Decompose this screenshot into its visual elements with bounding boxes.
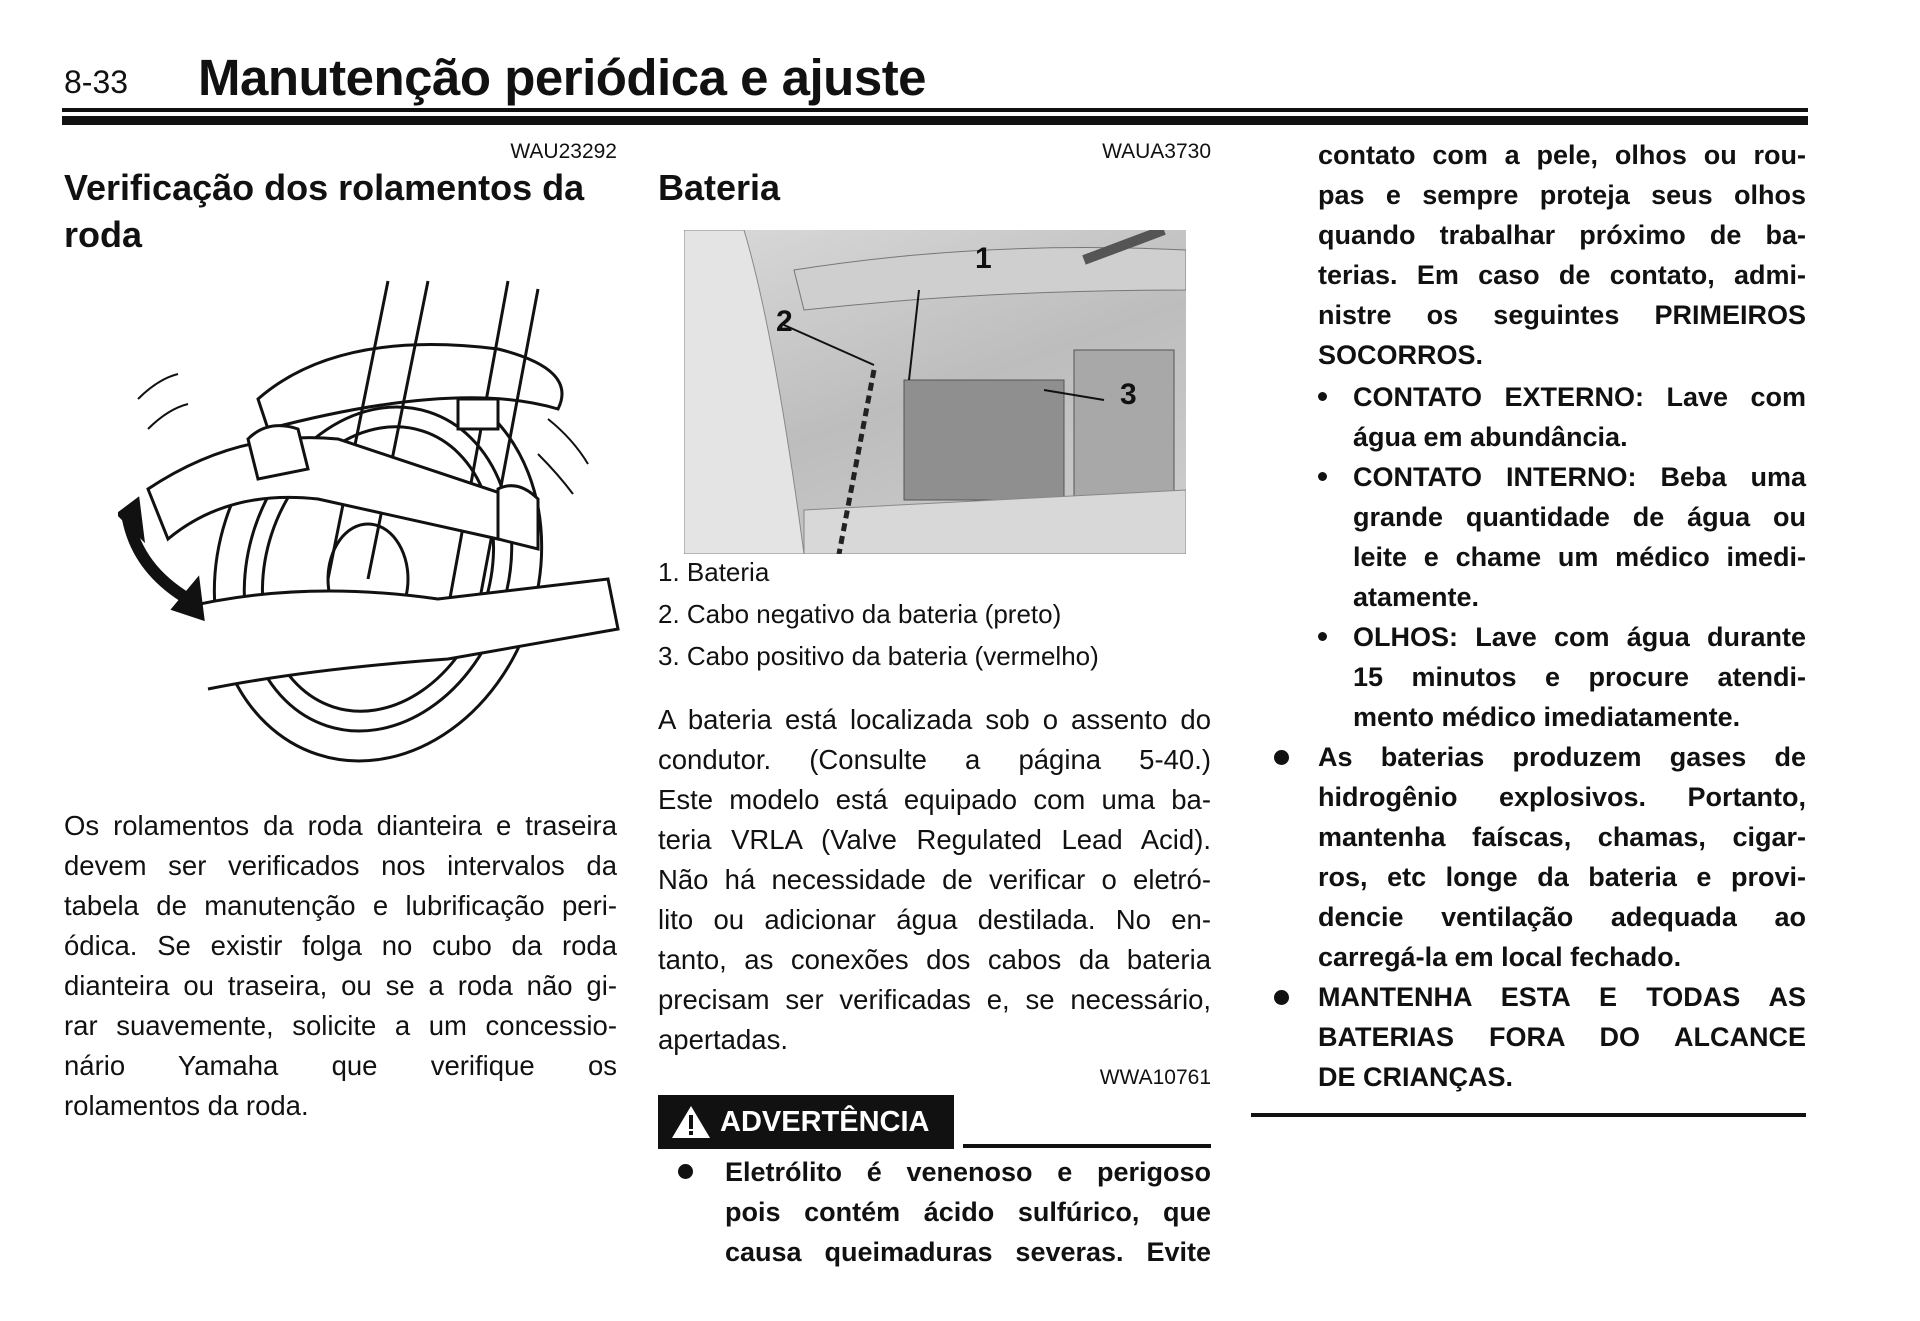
page-title: Manutenção periódica e ajuste [198, 49, 927, 106]
callout-1: 1 [975, 242, 992, 275]
battery-paragraph [658, 700, 1211, 1060]
page-number: 8-33 [64, 64, 129, 100]
warning-triangle-icon [670, 1104, 712, 1140]
text-line: ódica. Se existir folga no cubo da roda [64, 930, 617, 961]
text-line: CONTATO EXTERNO: Lave com [1353, 382, 1806, 412]
text-line: Este modelo está equipado com uma ba- [658, 784, 1211, 815]
bullet-icon [678, 1164, 693, 1179]
text-line: carregá-la em local fechado. [1318, 942, 1682, 972]
sub-bullet-icon [1318, 392, 1327, 401]
text-line: água em abundância. [1353, 422, 1628, 452]
text-line: apertadas. [658, 1024, 788, 1055]
caption: 3. Cabo positivo da bateria (vermelho) [658, 641, 1099, 671]
first-aid-external [1353, 377, 1806, 457]
keep-away-children-warning [1318, 977, 1806, 1097]
hydrogen-gas-warning [1318, 737, 1806, 977]
text-line: teria VRLA (Valve Regulated Lead Acid). [658, 824, 1211, 855]
text-line: atamente. [1353, 582, 1480, 612]
text-line: tabela de manutenção e lubrificação peri- [64, 890, 617, 921]
text-line: terias. Em caso de contato, admi- [1318, 260, 1806, 290]
text-line: Não há necessidade de verificar o eletró- [658, 864, 1211, 895]
section-code: WAU23292 [510, 140, 617, 163]
text-line: rar suavemente, solicite a um concessio- [64, 1010, 617, 1041]
callout-3: 3 [1120, 378, 1137, 411]
text-line: precisam ser verificadas e, se necessário, [658, 984, 1211, 1015]
text-line: contato com a pele, olhos ou rou- [1318, 140, 1806, 170]
text-line: grande quantidade de água ou [1353, 502, 1806, 532]
caption: 2. Cabo negativo da bateria (preto) [658, 599, 1062, 629]
warning-rule [963, 1144, 1211, 1148]
text-line: Os rolamentos da roda dianteira e traseira [64, 810, 617, 841]
first-aid-eyes [1353, 617, 1806, 737]
text-line: dianteira ou traseira, ou se a roda não gi- [64, 970, 617, 1001]
text-line: SOCORROS. [1318, 340, 1484, 370]
battery-photo [684, 230, 1186, 554]
warning-bullet-text [725, 1152, 1211, 1272]
warning-end-rule [1251, 1113, 1806, 1117]
text-line: quando trabalhar próximo de ba- [1318, 220, 1806, 250]
text-line: 15 minutos e procure atendi- [1353, 662, 1806, 692]
text-line: devem ser verificados nos intervalos da [64, 850, 617, 881]
text-line: condutor. (Consulte a página 5-40.) [658, 744, 1211, 775]
bullet-icon [1274, 990, 1289, 1005]
section-heading-wheel-bearings [64, 164, 584, 258]
text-line: causa queimaduras severas. Evite [725, 1237, 1211, 1267]
text-line: dencie ventilação adequada ao [1318, 902, 1806, 932]
text-line: nistre os seguintes PRIMEIROS [1318, 300, 1806, 330]
text-line: ros, etc longe da bateria e provi- [1318, 862, 1806, 892]
text-line: nário Yamaha que verifique os [64, 1050, 617, 1081]
text-line: MANTENHA ESTA E TODAS AS [1318, 982, 1806, 1012]
header-rule-thick [62, 116, 1808, 125]
warning-code: WWA10761 [1099, 1066, 1211, 1089]
photo-captions [658, 551, 1099, 677]
text-line: As baterias produzem gases de [1318, 742, 1806, 772]
text-line: hidrogênio explosivos. Portanto, [1318, 782, 1806, 812]
text-line: mantenha faíscas, chamas, cigar- [1318, 822, 1806, 852]
text-line: mento médico imediatamente. [1353, 702, 1741, 732]
callout-2: 2 [776, 305, 793, 338]
text-line: DE CRIANÇAS. [1318, 1062, 1514, 1092]
wheel-bearing-illustration [118, 279, 620, 769]
warning-label [658, 1095, 954, 1149]
text-line: Eletrólito é venenoso e perigoso [725, 1157, 1211, 1187]
text-line: OLHOS: Lave com água durante [1353, 622, 1806, 652]
wheel-bearings-paragraph [64, 806, 617, 1126]
heading-line: Verificação dos rolamentos da [64, 167, 585, 208]
section-heading-battery: Bateria [658, 167, 781, 208]
sub-bullet-icon [1318, 472, 1327, 481]
caption: 1. Bateria [658, 557, 770, 587]
text-line: A bateria está localizada sob o assento do [658, 704, 1211, 735]
header-rule-thin [62, 108, 1808, 112]
sub-bullet-icon [1318, 632, 1327, 641]
section-code: WAUA3730 [1102, 140, 1211, 163]
warning-label-text: ADVERTÊNCIA [720, 1105, 930, 1138]
heading-line: roda [64, 214, 143, 255]
bullet-icon [1274, 750, 1289, 765]
text-line: pas e sempre proteja seus olhos [1318, 180, 1806, 210]
text-line: pois contém ácido sulfúrico, que [725, 1197, 1211, 1227]
text-line: lito ou adicionar água destilada. No en- [658, 904, 1211, 935]
warning-continuation [1318, 135, 1806, 375]
first-aid-internal [1353, 457, 1806, 617]
text-line: rolamentos da roda. [64, 1090, 309, 1121]
text-line: leite e chame um médico imedi- [1353, 542, 1806, 572]
text-line: CONTATO INTERNO: Beba uma [1353, 462, 1806, 492]
text-line: BATERIAS FORA DO ALCANCE [1318, 1022, 1806, 1052]
text-line: tanto, as conexões dos cabos da bateria [658, 944, 1211, 975]
